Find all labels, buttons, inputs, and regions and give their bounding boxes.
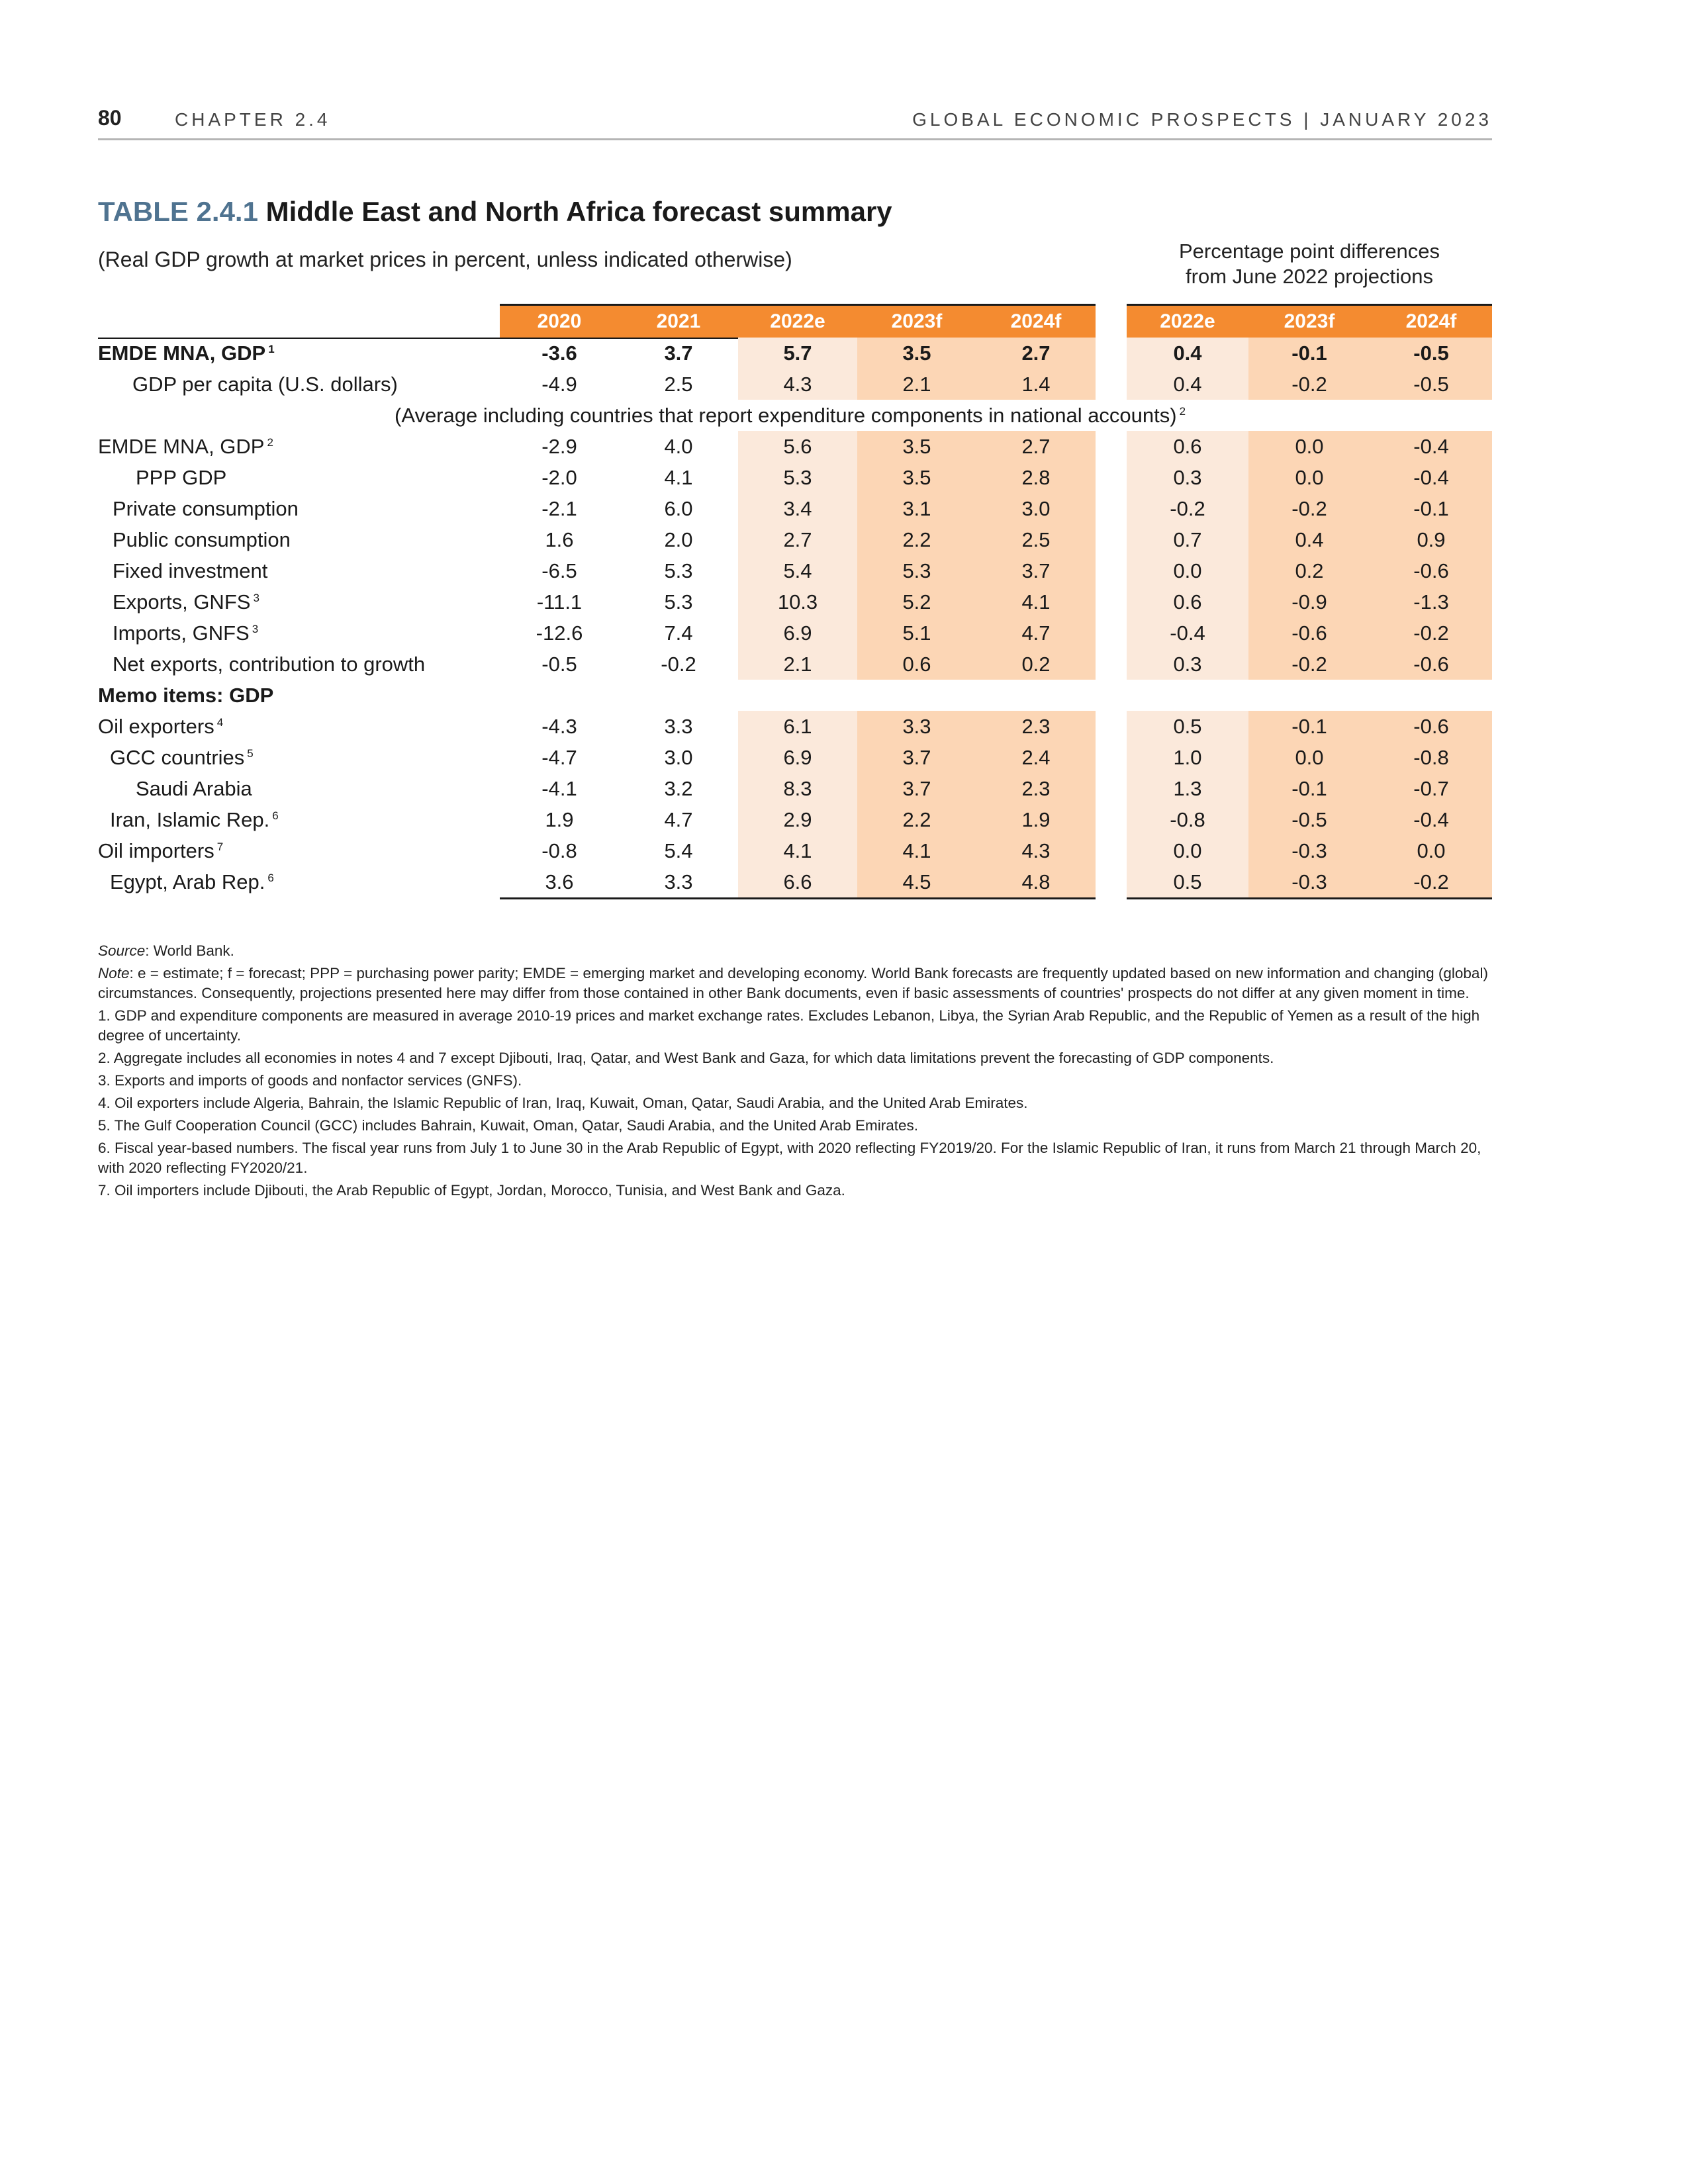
diff-cell: 0.6 [1127, 586, 1248, 617]
diff-cell: -0.4 [1370, 804, 1492, 835]
table-bottom-rule [500, 897, 1096, 899]
row-label [98, 711, 223, 742]
row-label-text: Saudi Arabia [136, 777, 252, 800]
table-row [0, 866, 1688, 897]
diff-cell: 0.5 [1127, 711, 1248, 742]
row-label [110, 866, 274, 897]
row-label-text: Imports, GNFS [113, 621, 250, 645]
diff-cell: -0.3 [1248, 835, 1370, 866]
row-label [113, 555, 267, 586]
section-note-row [0, 400, 1688, 431]
diff-column-header: 2023f [1284, 310, 1335, 332]
value-cell: 5.7 [738, 338, 857, 369]
value-cell: 4.1 [664, 466, 693, 489]
value-cell: -2.1 [541, 497, 577, 520]
table-row [0, 431, 1688, 462]
value-cell: 3.4 [738, 493, 857, 524]
footnote-ref: 5 [247, 747, 254, 760]
value-cell: 5.1 [857, 617, 976, 649]
row-label [113, 649, 425, 680]
table-row [0, 649, 1688, 680]
diff-column-header: 2024f [1405, 310, 1457, 332]
diff-table-top-rule [1127, 304, 1492, 306]
value-cell: 2.4 [976, 742, 1096, 773]
table-row [0, 369, 1688, 400]
section-note-text: (Average including countries that report expenditure components in national accounts) [395, 404, 1177, 427]
row-label-text: Private consumption [113, 497, 299, 520]
row-label-text: Oil exporters [98, 715, 214, 738]
diff-cell: -0.1 [1248, 773, 1370, 804]
value-cell: -4.3 [541, 715, 577, 738]
differences-caption-line2: from June 2022 projections [1186, 265, 1433, 288]
value-cell: 1.9 [545, 808, 574, 831]
value-cell: 5.3 [857, 555, 976, 586]
value-cell: 1.6 [545, 528, 574, 551]
table-row [0, 338, 1688, 369]
diff-cell: -0.2 [1248, 369, 1370, 400]
diff-cell: 0.4 [1248, 524, 1370, 555]
row-label [113, 524, 291, 555]
value-cell: 3.2 [664, 777, 693, 800]
row-label-text: Public consumption [113, 528, 291, 551]
row-label-text: GCC countries [110, 746, 245, 769]
value-cell: 6.0 [664, 497, 693, 520]
value-cell: 5.3 [664, 559, 693, 582]
value-cell: -4.1 [541, 777, 577, 800]
value-cell: 3.3 [664, 870, 693, 893]
value-cell: 2.5 [664, 373, 693, 396]
value-cell: 8.3 [738, 773, 857, 804]
footnote-ref: 7 [216, 840, 224, 853]
footnote-ref: 6 [272, 809, 279, 822]
footnote: 1. GDP and expenditure components are measured in average 2010-19 prices and market exchange rates. Excludes Lebanon, Libya, the Syrian Arab Republic, and the Republic of Yemen as a result of the high degree of uncertainty. [98, 1007, 1480, 1044]
footnote: 5. The Gulf Cooperation Council (GCC) includes Bahrain, Kuwait, Oman, Qatar, Saudi Arabia, and the United Arab Emirates. [98, 1117, 918, 1134]
row-label-text: Exports, GNFS [113, 590, 251, 614]
row-label-text: Fixed investment [113, 559, 268, 582]
diff-cell: -0.5 [1370, 338, 1492, 369]
source-note [98, 941, 1492, 961]
value-cell: -12.6 [536, 621, 583, 645]
page-number: 80 [98, 106, 122, 130]
header-divider [98, 138, 1492, 140]
footnote-ref: 4 [216, 715, 224, 729]
diff-cell: -0.6 [1370, 649, 1492, 680]
diff-column-header: 2022e [1160, 310, 1215, 332]
diff-cell: -0.1 [1370, 493, 1492, 524]
column-header: 2022e [770, 310, 825, 332]
note-text: : e = estimate; f = forecast; PPP = purchasing power parity; EMDE = emerging market and developing economy. World Bank forecasts are frequently updated based on new information and changing (global) circumstances. Consequently, projections presented here may differ from those contained in other Bank documents, even if basic assessments of countries' prospects do not differ at any given moment in time. [98, 965, 1488, 1001]
source-text: : World Bank. [145, 942, 234, 959]
footnote: 6. Fiscal year-based numbers. The fiscal year runs from July 1 to June 30 in the Arab Republic of Egypt, with 2020 reflecting FY2019/20. For the Islamic Republic of Iran, it runs from March 21 through March 20, with 2020 reflecting FY2020/21. [98, 1140, 1481, 1176]
value-cell: -0.5 [541, 653, 577, 676]
diff-cell: -0.2 [1370, 617, 1492, 649]
diff-cell: 0.0 [1370, 835, 1492, 866]
footnote-ref: 6 [267, 871, 274, 884]
value-cell: 3.0 [976, 493, 1096, 524]
table-row [0, 773, 1688, 804]
memo-label: Memo items: GDP [98, 684, 274, 707]
value-cell: 0.2 [976, 649, 1096, 680]
value-cell: -11.1 [536, 590, 583, 614]
table-row [0, 804, 1688, 835]
diff-cell: 0.0 [1127, 835, 1248, 866]
row-label-text: Egypt, Arab Rep. [110, 870, 265, 893]
general-note [98, 964, 1492, 1003]
chapter-label: CHAPTER 2.4 [175, 109, 331, 130]
value-cell: 4.3 [976, 835, 1096, 866]
value-cell: 4.1 [857, 835, 976, 866]
diff-cell: -0.9 [1248, 586, 1370, 617]
value-cell: 3.6 [545, 870, 574, 893]
row-label [110, 742, 254, 773]
row-label-text: PPP GDP [136, 466, 227, 489]
diff-cell: -0.8 [1370, 742, 1492, 773]
value-cell: 3.5 [857, 431, 976, 462]
diff-cell: -0.5 [1248, 804, 1370, 835]
value-cell: 3.5 [857, 338, 976, 369]
value-cell: -0.2 [661, 653, 696, 676]
value-cell: 2.1 [857, 369, 976, 400]
diff-cell: 0.0 [1248, 431, 1370, 462]
diff-cell: 0.9 [1370, 524, 1492, 555]
footnote-ref: 2 [1179, 404, 1186, 418]
footnote-ref: 1 [268, 342, 275, 355]
value-cell: -2.9 [541, 435, 577, 458]
value-cell: 2.9 [738, 804, 857, 835]
column-header: 2021 [656, 310, 701, 332]
table-row [0, 835, 1688, 866]
value-cell: 2.0 [664, 528, 693, 551]
value-cell: 4.3 [738, 369, 857, 400]
row-label [98, 431, 273, 462]
differences-caption [1127, 239, 1492, 289]
value-cell: 2.7 [738, 524, 857, 555]
value-cell: 2.3 [976, 773, 1096, 804]
footnote-list [98, 1006, 1492, 1201]
value-cell: 3.7 [857, 773, 976, 804]
row-label [113, 586, 259, 617]
table-row [0, 711, 1688, 742]
diff-cell: -0.3 [1248, 866, 1370, 897]
row-label-text: EMDE MNA, GDP [98, 435, 265, 458]
table-top-rule [500, 304, 1096, 306]
diff-cell: -0.1 [1248, 711, 1370, 742]
value-cell: 2.2 [857, 804, 976, 835]
row-label-text: Oil importers [98, 839, 214, 862]
value-cell: 6.9 [738, 742, 857, 773]
diff-cell: -0.2 [1127, 493, 1248, 524]
table-row [0, 617, 1688, 649]
value-cell: 2.7 [976, 338, 1096, 369]
table-row [0, 493, 1688, 524]
row-label [113, 493, 299, 524]
value-cell: -3.6 [541, 341, 577, 365]
diff-cell: 0.5 [1127, 866, 1248, 897]
memo-row [0, 680, 1688, 711]
table-id: TABLE 2.4.1 [98, 196, 258, 227]
footnote: 4. Oil exporters include Algeria, Bahrain, the Islamic Republic of Iran, Iraq, Kuwait, Oman, Qatar, Saudi Arabia, and the United Arab Emirates. [98, 1095, 1028, 1111]
table-row [0, 586, 1688, 617]
row-label-text: GDP per capita (U.S. dollars) [132, 373, 398, 396]
section-note [395, 400, 1186, 431]
row-label-text: EMDE MNA, GDP [98, 341, 266, 365]
row-label [136, 773, 252, 804]
value-cell: -0.8 [541, 839, 577, 862]
value-cell: 7.4 [664, 621, 693, 645]
table-notes [98, 941, 1492, 1203]
value-cell: 2.8 [976, 462, 1096, 493]
value-cell: 5.6 [738, 431, 857, 462]
row-label-text: Iran, Islamic Rep. [110, 808, 270, 831]
value-cell: 2.5 [976, 524, 1096, 555]
value-cell: -4.7 [541, 746, 577, 769]
diff-cell: -0.4 [1370, 431, 1492, 462]
diff-cell: 0.4 [1127, 369, 1248, 400]
diff-cell: 1.0 [1127, 742, 1248, 773]
table-row [0, 742, 1688, 773]
diff-cell: -0.7 [1370, 773, 1492, 804]
row-label [98, 338, 275, 369]
value-cell: 6.9 [738, 617, 857, 649]
diff-cell: 0.3 [1127, 649, 1248, 680]
column-header: 2024f [1010, 310, 1062, 332]
diff-cell: -0.2 [1248, 493, 1370, 524]
report-title: GLOBAL ECONOMIC PROSPECTS | JANUARY 2023 [912, 109, 1492, 130]
table-header-main [500, 306, 1096, 338]
value-cell: 6.6 [738, 866, 857, 897]
value-cell: 3.7 [976, 555, 1096, 586]
value-cell: 2.1 [738, 649, 857, 680]
value-cell: 4.8 [976, 866, 1096, 897]
footnote-ref: 3 [253, 591, 259, 604]
diff-cell: 0.2 [1248, 555, 1370, 586]
value-cell: 0.6 [857, 649, 976, 680]
diff-cell: -0.6 [1370, 711, 1492, 742]
diff-cell: -0.5 [1370, 369, 1492, 400]
value-cell: 4.0 [664, 435, 693, 458]
value-cell: -6.5 [541, 559, 577, 582]
value-cell: 5.3 [664, 590, 693, 614]
column-header: 2020 [537, 310, 582, 332]
diff-cell: -0.2 [1370, 866, 1492, 897]
value-cell: 3.7 [664, 341, 693, 365]
value-cell: 3.7 [857, 742, 976, 773]
value-cell: 3.1 [857, 493, 976, 524]
value-cell: 3.0 [664, 746, 693, 769]
value-cell: 5.4 [664, 839, 693, 862]
diff-cell: 0.3 [1127, 462, 1248, 493]
row-label [110, 804, 279, 835]
footnote: 2. Aggregate includes all economies in notes 4 and 7 except Djibouti, Iraq, Qatar, and West Bank and Gaza, for which data limitations prevent the forecasting of GDP components. [98, 1050, 1274, 1066]
row-label [98, 835, 223, 866]
value-cell: 3.3 [664, 715, 693, 738]
table-row [0, 555, 1688, 586]
value-cell: 1.4 [976, 369, 1096, 400]
footnote-ref: 2 [267, 435, 273, 449]
diff-cell: 0.7 [1127, 524, 1248, 555]
value-cell: -4.9 [541, 373, 577, 396]
value-cell: 4.7 [976, 617, 1096, 649]
value-cell: -2.0 [541, 466, 577, 489]
value-cell: 1.9 [976, 804, 1096, 835]
value-cell: 4.1 [738, 835, 857, 866]
value-cell: 5.4 [738, 555, 857, 586]
table-row [0, 524, 1688, 555]
table-row [0, 462, 1688, 493]
diff-cell: -0.1 [1248, 338, 1370, 369]
value-cell: 2.3 [976, 711, 1096, 742]
footnote: 7. Oil importers include Djibouti, the Arab Republic of Egypt, Jordan, Morocco, Tunisia, and West Bank and Gaza. [98, 1182, 845, 1199]
diff-cell: 0.0 [1248, 462, 1370, 493]
diff-cell: 0.0 [1248, 742, 1370, 773]
value-cell: 2.7 [976, 431, 1096, 462]
note-label: Note [98, 965, 130, 981]
diff-cell: -0.2 [1248, 649, 1370, 680]
table-title-text: Middle East and North Africa forecast summary [265, 196, 892, 227]
table-title [98, 196, 892, 228]
value-cell: 10.3 [738, 586, 857, 617]
value-cell: 4.7 [664, 808, 693, 831]
value-cell: 3.5 [857, 462, 976, 493]
footnote-ref: 3 [252, 622, 259, 635]
diff-cell: -0.4 [1127, 617, 1248, 649]
diff-cell: -0.6 [1370, 555, 1492, 586]
diff-cell: 1.3 [1127, 773, 1248, 804]
value-cell: 4.5 [857, 866, 976, 897]
diff-cell: -0.8 [1127, 804, 1248, 835]
diff-cell: 0.4 [1127, 338, 1248, 369]
value-cell: 2.2 [857, 524, 976, 555]
row-label [113, 617, 258, 649]
table-header-differences [1127, 306, 1492, 338]
row-label [136, 462, 226, 493]
row-label-text: Net exports, contribution to growth [113, 653, 426, 676]
diff-cell: 0.6 [1127, 431, 1248, 462]
diff-cell: 0.0 [1127, 555, 1248, 586]
differences-caption-line1: Percentage point differences [1178, 240, 1440, 263]
value-cell: 5.2 [857, 586, 976, 617]
footnote: 3. Exports and imports of goods and nonfactor services (GNFS). [98, 1072, 522, 1089]
column-header: 2023f [891, 310, 943, 332]
table-subtitle: (Real GDP growth at market prices in percent, unless indicated otherwise) [98, 248, 792, 271]
diff-cell: -0.6 [1248, 617, 1370, 649]
row-label [132, 369, 398, 400]
diff-table-bottom-rule [1127, 897, 1492, 899]
value-cell: 3.3 [857, 711, 976, 742]
diff-cell: -1.3 [1370, 586, 1492, 617]
value-cell: 6.1 [738, 711, 857, 742]
diff-cell: -0.4 [1370, 462, 1492, 493]
source-label: Source [98, 942, 146, 959]
value-cell: 4.1 [976, 586, 1096, 617]
value-cell: 5.3 [738, 462, 857, 493]
